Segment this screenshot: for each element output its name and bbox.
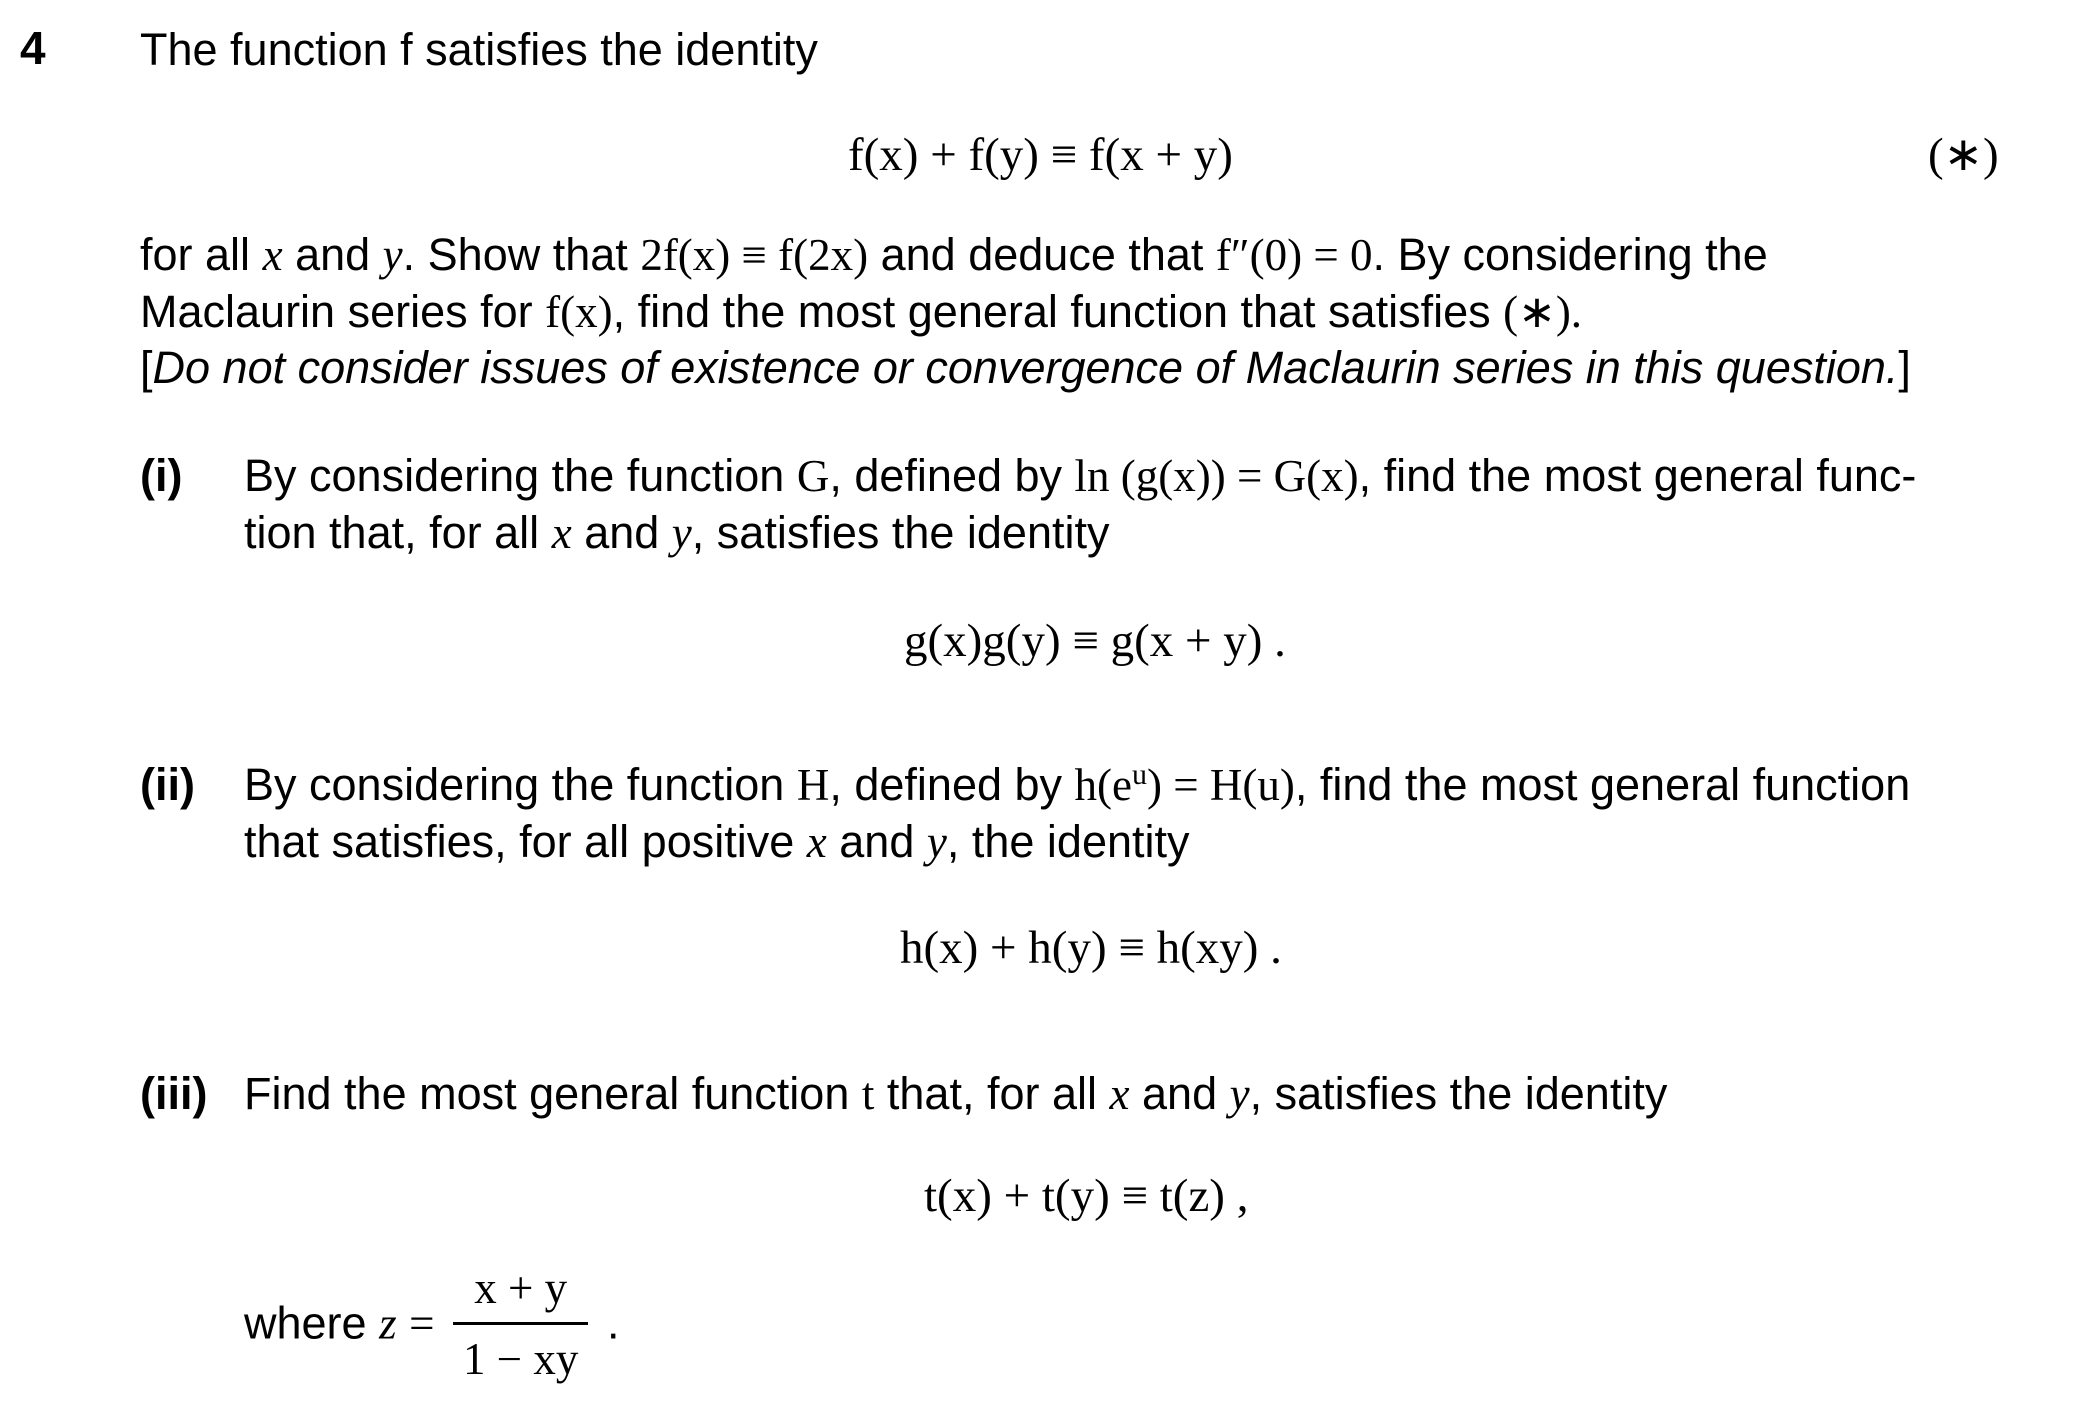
part-ii-line-2: that satisfies, for all positive x and y, the identity (244, 816, 1190, 867)
part-iii-line-1: Find the most general function t that, for all x and y, satisfies the identity (244, 1068, 1668, 1119)
part-iii-where: where z = $\frac{x + y}{1 - xy}$ . (244, 1263, 620, 1384)
main-identity-tag: (∗) (1928, 129, 1999, 181)
part-i-label: (i) (140, 450, 183, 501)
paragraph-line-2: Maclaurin series for f(x), find the most general function that satisfies (∗). (140, 286, 1583, 337)
part-ii-line-1: By considering the function H, defined by $h(e^u) = H(u)$, find the most general function (244, 758, 1911, 810)
z-fraction-numerator: x + y (453, 1262, 588, 1325)
part-i-line-2: tion that, for all x and y, satisfies the identity (244, 507, 1110, 558)
question-note: [Do not consider issues of existence or convergence of Maclaurin series in this question.] (140, 342, 1911, 393)
z-fraction-denominator: 1 − xy (463, 1334, 579, 1384)
question-number: 4 (20, 22, 46, 74)
paragraph-line-1: for all x and y. Show that 2f(x) ≡ f(2x) and deduce that f″(0) = 0. By considering the (140, 229, 1768, 280)
part-iii-identity: t(x) + t(y) ≡ t(z) , (924, 1170, 1249, 1222)
part-ii-identity: h(x) + h(y) ≡ h(xy) . (900, 922, 1282, 974)
question-intro: The function f satisfies the identity (140, 24, 818, 75)
part-i-line-1: By considering the function G, defined by ln (g(x)) = G(x), find the most general func- (244, 450, 1917, 501)
main-identity: f(x) + f(y) ≡ f(x + y) (848, 129, 1233, 181)
part-iii-label: (iii) (140, 1068, 208, 1119)
part-i-identity: g(x)g(y) ≡ g(x + y) . (904, 615, 1286, 667)
z-fraction (453, 1262, 588, 1385)
part-ii-label: (ii) (140, 759, 195, 810)
